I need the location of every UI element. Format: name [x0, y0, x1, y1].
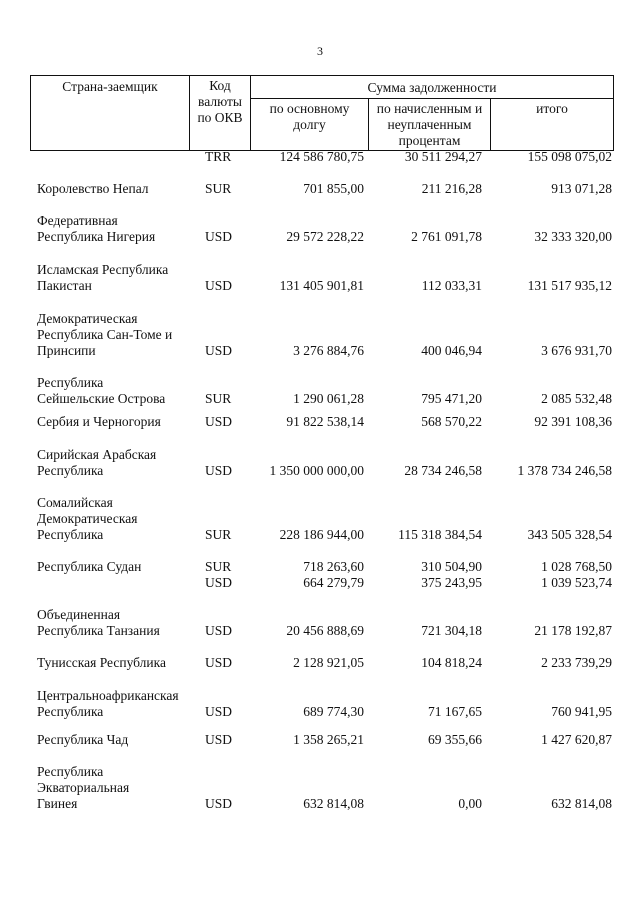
page-number: 3: [317, 44, 323, 58]
header-currency-line: по ОКВ: [197, 110, 243, 125]
country-name-line: Сербия и Черногория: [37, 414, 161, 429]
header-interest: [369, 101, 490, 149]
total-amount: 1 028 768,50: [541, 559, 612, 574]
currency-code: USD: [205, 796, 233, 811]
header-currency-line: Код: [209, 78, 231, 93]
total-amount: 131 517 935,12: [527, 278, 612, 293]
country-name: [37, 688, 197, 720]
currency-code: SUR: [205, 559, 232, 574]
total-amount: 760 941,95: [551, 704, 612, 719]
currency-code: SUR: [205, 391, 232, 406]
interest-amount: 104 818,24: [421, 655, 482, 670]
currency-code: USD: [205, 229, 233, 244]
country-name-line: Гвинея: [37, 796, 78, 811]
total-amount: 21 178 192,87: [534, 623, 612, 638]
total-amount: 155 098 075,02: [527, 149, 612, 164]
principal-amount: 689 774,30: [303, 704, 364, 719]
principal-amount: 1 350 000 000,00: [269, 463, 364, 478]
currency-code: SUR: [205, 527, 232, 542]
header-interest-line: процентам: [398, 133, 461, 148]
country-name: [37, 213, 197, 245]
country-name-line: Демократическая: [37, 511, 138, 526]
country-name-line: Республика Нигерия: [37, 229, 156, 244]
total-amount: 1 427 620,87: [541, 732, 612, 747]
total-amount: 2 233 739,29: [541, 655, 612, 670]
currency-code: USD: [205, 623, 233, 638]
country-name-line: Республика Танзания: [37, 623, 160, 638]
principal-amount: 632 814,08: [303, 796, 364, 811]
country-name: [37, 181, 197, 197]
country-name-line: Демократическая: [37, 311, 138, 326]
country-name-line: Экваториальная: [37, 780, 130, 795]
interest-amount: 0,00: [458, 796, 482, 811]
country-name-line: Республика Сан-Томе и: [37, 327, 173, 342]
interest-amount: 28 734 246,58: [404, 463, 482, 478]
interest-amount: 400 046,94: [421, 343, 482, 358]
principal-amount: 718 263,60: [303, 559, 364, 574]
header-currency: [190, 78, 250, 126]
total-amount: 632 814,08: [551, 796, 612, 811]
header-sub-rule: [250, 98, 614, 99]
total-amount: 3 676 931,70: [541, 343, 612, 358]
country-name-line: Республика: [37, 704, 104, 719]
country-name-line: Республика: [37, 527, 104, 542]
currency-code: USD: [205, 278, 233, 293]
interest-amount: 721 304,18: [421, 623, 482, 638]
interest-amount: 112 033,31: [421, 278, 482, 293]
country-name-line: Республика Судан: [37, 559, 142, 574]
principal-amount: 124 586 780,75: [279, 149, 364, 164]
header-total: итого: [536, 101, 568, 116]
header-interest-line: по начисленным и: [376, 101, 483, 116]
principal-amount: 91 822 538,14: [286, 414, 364, 429]
currency-code: USD: [205, 343, 233, 358]
country-name: [37, 655, 197, 671]
country-name-line: Исламская Республика: [37, 262, 169, 277]
interest-amount: 795 471,20: [421, 391, 482, 406]
total-amount: 1 039 523,74: [541, 575, 612, 590]
currency-code: USD: [205, 732, 233, 747]
country-name-line: Республика: [37, 764, 104, 779]
principal-amount: 3 276 884,76: [293, 343, 364, 358]
header-principal-line: по основному: [269, 101, 350, 116]
header-top-rule: [30, 75, 614, 76]
header-currency-line: валюты: [198, 94, 242, 109]
interest-amount: 69 355,66: [428, 732, 482, 747]
country-name: [37, 732, 197, 748]
country-name-line: Пакистан: [37, 278, 92, 293]
country-name-line: Принсипи: [37, 343, 96, 358]
principal-amount: 228 186 944,00: [279, 527, 364, 542]
principal-amount: 131 405 901,81: [279, 278, 364, 293]
country-name: [37, 414, 197, 430]
country-name: [37, 607, 197, 639]
total-amount: 2 085 532,48: [541, 391, 612, 406]
country-name: [37, 311, 197, 359]
header-principal-line: долгу: [293, 117, 326, 132]
header-country: Страна-заемщик: [62, 79, 158, 94]
country-name-line: Республика: [37, 463, 104, 478]
currency-code: USD: [205, 414, 233, 429]
principal-amount: 701 855,00: [303, 181, 364, 196]
principal-amount: 29 572 228,22: [286, 229, 364, 244]
country-name-line: Республика: [37, 375, 104, 390]
country-name: [37, 375, 197, 407]
principal-amount: 664 279,79: [303, 575, 364, 590]
currency-code: TRR: [205, 149, 232, 164]
country-name: [37, 764, 197, 812]
total-amount: 343 505 328,54: [527, 527, 612, 542]
interest-amount: 71 167,65: [428, 704, 482, 719]
interest-amount: 211 216,28: [421, 181, 482, 196]
principal-amount: 20 456 888,69: [286, 623, 364, 638]
currency-code: USD: [205, 704, 233, 719]
interest-amount: 375 243,95: [421, 575, 482, 590]
total-amount: 32 333 320,00: [534, 229, 612, 244]
country-name-line: Тунисская Республика: [37, 655, 166, 670]
total-amount: 92 391 108,36: [534, 414, 612, 429]
interest-amount: 30 511 294,27: [404, 149, 482, 164]
principal-amount: 1 290 061,28: [293, 391, 364, 406]
country-name: [37, 447, 197, 479]
country-name-line: Сейшельские Острова: [37, 391, 166, 406]
header-debt-sum: Сумма задолженности: [367, 80, 497, 95]
country-name: [37, 559, 197, 575]
country-name-line: Республика Чад: [37, 732, 129, 747]
principal-amount: 1 358 265,21: [293, 732, 364, 747]
interest-amount: 568 570,22: [421, 414, 482, 429]
interest-amount: 2 761 091,78: [411, 229, 482, 244]
interest-amount: 310 504,90: [421, 559, 482, 574]
total-amount: 1 378 734 246,58: [517, 463, 612, 478]
currency-code: USD: [205, 575, 233, 590]
header-interest-line: неуплаченным: [387, 117, 472, 132]
country-name: [37, 262, 197, 294]
interest-amount: 115 318 384,54: [398, 527, 482, 542]
country-name-line: Федеративная: [37, 213, 118, 228]
country-name-line: Королевство Непал: [37, 181, 149, 196]
principal-amount: 2 128 921,05: [293, 655, 364, 670]
country-name-line: Центральноафриканская: [37, 688, 179, 703]
country-name: [37, 495, 197, 543]
currency-code: USD: [205, 655, 233, 670]
country-name-line: Сомалийская: [37, 495, 113, 510]
currency-code: USD: [205, 463, 233, 478]
currency-code: SUR: [205, 181, 232, 196]
country-name-line: Объединенная: [37, 607, 121, 622]
total-amount: 913 071,28: [551, 181, 612, 196]
country-name-line: Сирийская Арабская: [37, 447, 157, 462]
header-divider: [613, 75, 614, 151]
header-principal: [251, 101, 368, 133]
